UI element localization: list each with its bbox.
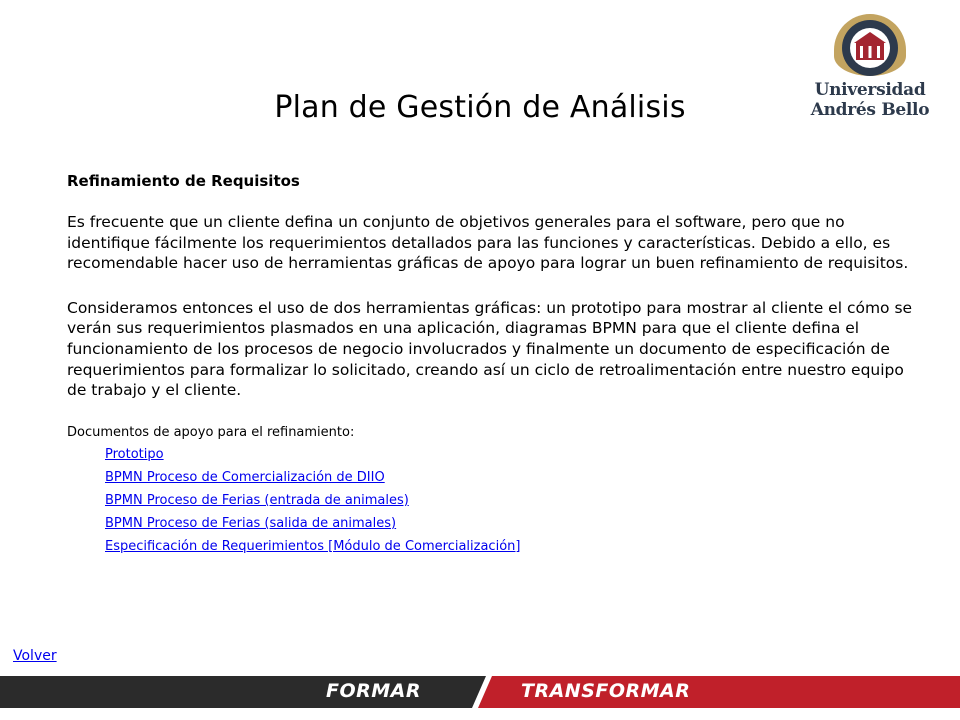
link-bpmn-ferias-entrada[interactable]: BPMN Proceso de Ferias (entrada de animales) <box>105 492 409 508</box>
logo-line-1: Universidad <box>814 80 926 100</box>
footer-bars <box>0 676 960 708</box>
link-bpmn-ferias-salida[interactable]: BPMN Proceso de Ferias (salida de animales) <box>105 515 397 531</box>
list-item <box>105 539 915 555</box>
link-especificacion-requerimientos[interactable]: Especificación de Requerimientos [Módulo de Comercialización] <box>105 538 521 554</box>
list-item <box>105 493 915 509</box>
paragraph-tools: Consideramos entonces el uso de dos herramientas gráficas: un prototipo para mostrar al cliente el cómo se verán sus requerimientos plasmados en una aplicación, diagramas BPMN para que el cliente defina el funcionamiento de los procesos de negocio involucrados y finalmente un documento de especificación de requerimientos para formalizar lo solicitado, creando así un ciclo de retroalimentación entre nuestro equipo de trabajo y el cliente. <box>67 298 913 400</box>
back-link[interactable]: Volver <box>13 648 57 664</box>
page-title: Plan de Gestión de Análisis <box>274 90 686 126</box>
paragraph-intro: Es frecuente que un cliente defina un conjunto de objetivos generales para el software, pero que no identifique fácilmente los requerimientos detallados para las funciones y características. Debido a ello, es recomendable hacer uso de herramientas gráficas de apoyo para lograr un buen refinamiento de requisitos. <box>67 213 909 273</box>
main-content <box>67 172 915 562</box>
university-logo <box>808 14 928 124</box>
logo-line-2: Andrés Bello <box>810 100 930 120</box>
docs-link-list <box>67 447 915 555</box>
link-prototipo[interactable]: Prototipo <box>105 446 164 462</box>
list-item <box>105 447 915 463</box>
university-seal-icon <box>830 14 910 76</box>
section-heading: Refinamiento de Requisitos <box>67 172 300 190</box>
docs-label: Documentos de apoyo para el refinamiento: <box>67 424 355 440</box>
footer-left-text: FORMAR <box>326 680 422 702</box>
list-item <box>105 470 915 486</box>
link-bpmn-comercializacion[interactable]: BPMN Proceso de Comercialización de DIIO <box>105 469 385 485</box>
list-item <box>105 516 915 532</box>
footer-right-text: TRANSFORMAR <box>521 680 691 702</box>
footer-banner <box>0 676 960 708</box>
